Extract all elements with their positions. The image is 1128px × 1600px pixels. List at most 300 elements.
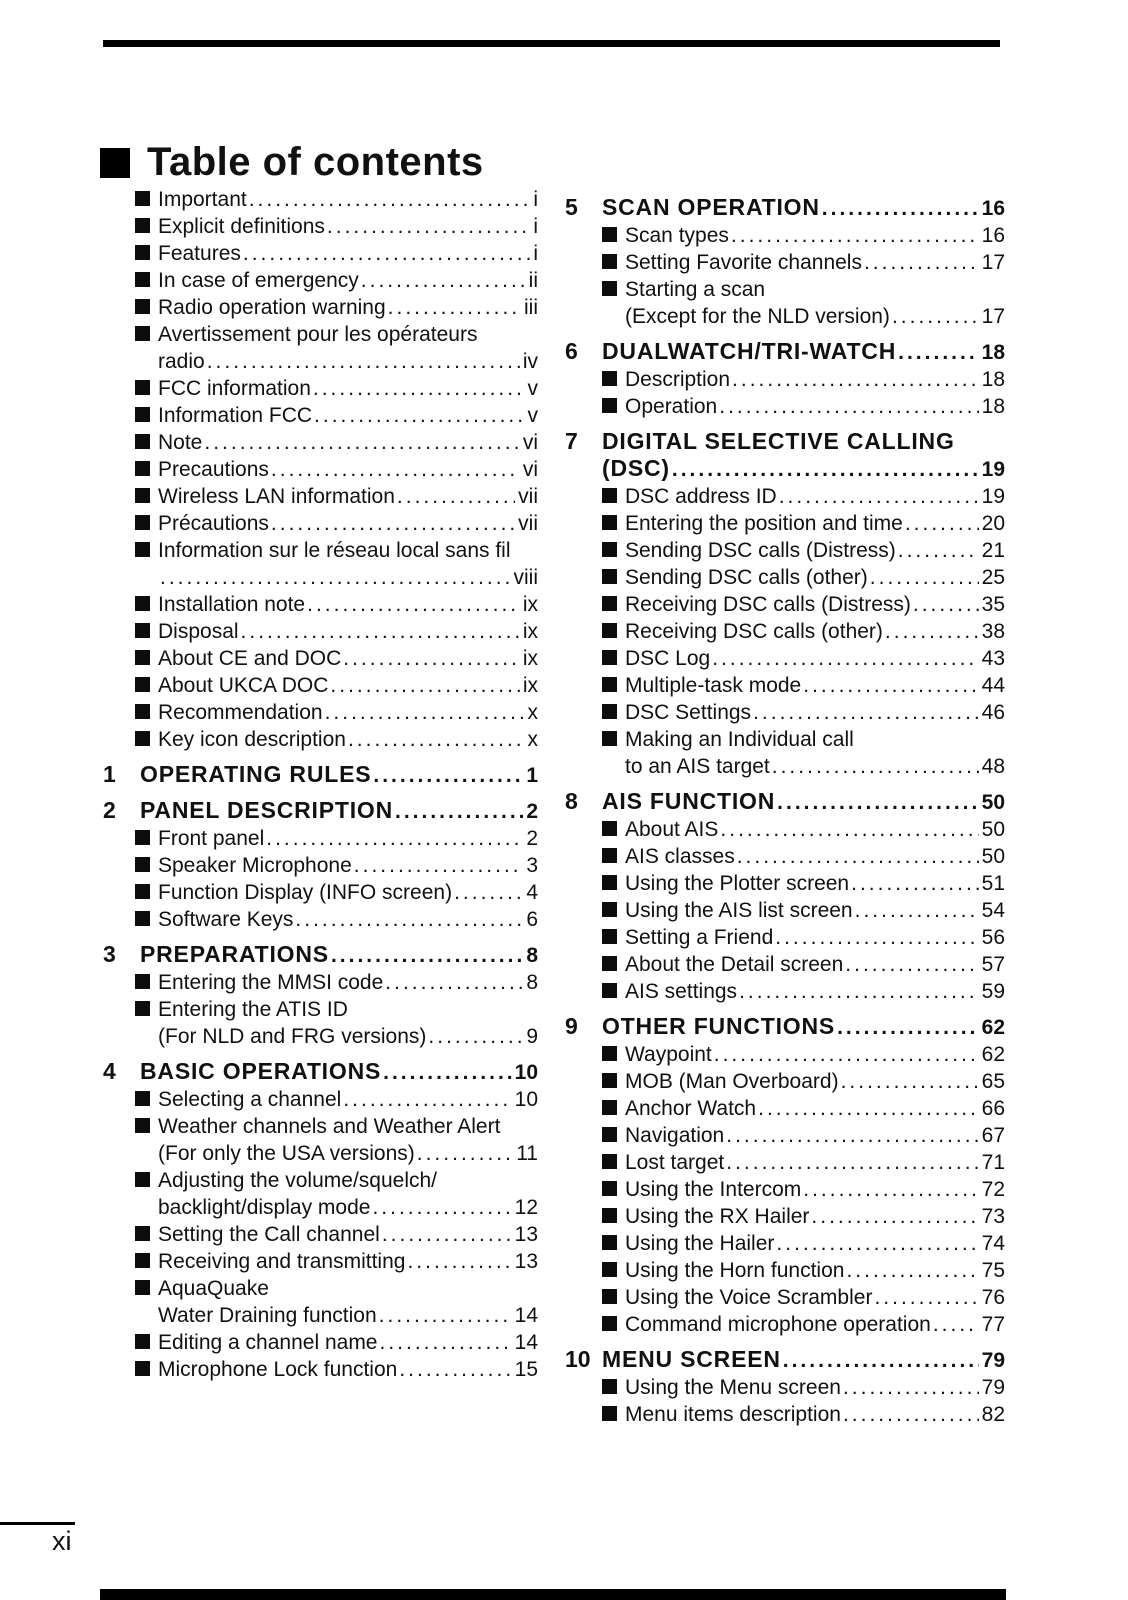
dot-leader xyxy=(843,1374,979,1401)
entry-label: (Except for the NLD version) xyxy=(625,305,890,328)
toc-entry xyxy=(103,1167,538,1194)
square-bullet-icon xyxy=(135,1253,150,1268)
toc-entry xyxy=(103,429,538,456)
entry-label: Precautions xyxy=(158,458,269,481)
square-bullet-icon xyxy=(135,1118,150,1133)
square-bullet-icon xyxy=(135,1361,150,1376)
entry-label: (For only the USA versions) xyxy=(158,1142,415,1165)
toc-entry xyxy=(565,618,1005,645)
dot-leader xyxy=(307,591,520,618)
toc-entry xyxy=(103,267,538,294)
entry-label: OPERATING RULES xyxy=(140,761,372,787)
entry-page-number: iv xyxy=(522,350,538,373)
dot-leader xyxy=(737,843,979,870)
entry-page-number: v xyxy=(527,377,538,400)
section-number: 4 xyxy=(103,1058,116,1084)
entry-page-number: 54 xyxy=(981,899,1005,922)
entry-page-number: 48 xyxy=(981,755,1005,778)
entry-page-number: v xyxy=(527,404,538,427)
entry-page-number: 17 xyxy=(981,251,1005,274)
dot-leader xyxy=(758,1095,979,1122)
entry-label: Weather channels and Weather Alert xyxy=(158,1115,501,1138)
square-bullet-icon xyxy=(602,1235,617,1250)
entry-page-number: 57 xyxy=(981,953,1005,976)
dot-leader xyxy=(892,303,979,330)
dot-leader xyxy=(249,186,531,213)
dot-leader xyxy=(295,906,523,933)
entry-page-number: 38 xyxy=(981,620,1005,643)
dot-leader xyxy=(845,951,978,978)
dot-leader xyxy=(898,339,979,366)
entry-page-number: 72 xyxy=(981,1178,1005,1201)
dot-leader xyxy=(712,645,978,672)
entry-label: Key icon description xyxy=(158,728,346,751)
toc-entry xyxy=(103,1275,538,1302)
toc-entry xyxy=(103,1140,538,1167)
toc-entry xyxy=(565,276,1005,303)
toc-section-entry xyxy=(565,1013,1005,1041)
entry-label: Setting Favorite channels xyxy=(625,251,862,274)
dot-leader xyxy=(803,1176,978,1203)
toc-section-entry xyxy=(103,761,538,789)
square-bullet-icon xyxy=(602,281,617,296)
entry-page-number: iii xyxy=(524,296,538,319)
toc-entry xyxy=(565,303,1005,330)
dot-leader xyxy=(407,1248,511,1275)
entry-page-number: 1 xyxy=(526,764,538,787)
entry-page-number: 25 xyxy=(981,566,1005,589)
dot-leader xyxy=(933,1311,979,1338)
entry-page-number: 2 xyxy=(526,800,538,823)
entry-label: AIS settings xyxy=(625,980,738,1003)
entry-label: MOB (Man Overboard) xyxy=(625,1070,839,1093)
entry-label: About UKCA DOC xyxy=(158,674,329,697)
entry-page-number: 10 xyxy=(514,1061,538,1084)
dot-leader xyxy=(314,402,524,429)
entry-page-number: 51 xyxy=(981,872,1005,895)
entry-page-number: x xyxy=(527,728,538,751)
section-number: 5 xyxy=(565,194,578,220)
dot-leader xyxy=(846,1257,978,1284)
square-bullet-icon xyxy=(602,956,617,971)
toc-entry xyxy=(565,483,1005,510)
toc-entry xyxy=(103,825,538,852)
square-bullet-icon xyxy=(602,848,617,863)
entry-page-number: 8 xyxy=(526,971,538,994)
entry-page-number: 6 xyxy=(526,908,538,931)
toc-entry xyxy=(565,537,1005,564)
dot-leader xyxy=(382,1221,512,1248)
entry-label: Software Keys xyxy=(158,908,294,931)
dot-leader xyxy=(898,537,979,564)
entry-page-number: 50 xyxy=(981,818,1005,841)
entry-label: Lost target xyxy=(625,1151,725,1174)
dot-leader xyxy=(271,456,520,483)
square-bullet-icon xyxy=(135,245,150,260)
entry-label: Editing a channel name xyxy=(158,1331,378,1354)
entry-label: Entering the MMSI code xyxy=(158,971,384,994)
square-bullet-icon xyxy=(135,272,150,287)
square-bullet-icon xyxy=(602,677,617,692)
entry-label: Information sur le réseau local sans fil xyxy=(158,539,511,562)
square-bullet-icon xyxy=(602,1181,617,1196)
toc-entry xyxy=(103,1086,538,1113)
entry-label: Water Draining function xyxy=(158,1304,377,1327)
dot-leader xyxy=(243,240,530,267)
toc-entry xyxy=(565,897,1005,924)
entry-page-number: 13 xyxy=(514,1223,538,1246)
toc-entry xyxy=(103,186,538,213)
dot-leader xyxy=(271,510,515,537)
section-number: 9 xyxy=(565,1013,578,1039)
entry-page-number: x xyxy=(527,701,538,724)
toc-entry xyxy=(103,1248,538,1275)
section-number: 1 xyxy=(103,761,116,787)
entry-page-number: 15 xyxy=(514,1358,538,1381)
square-bullet-icon xyxy=(602,515,617,530)
entry-page-number: vi xyxy=(522,431,538,454)
square-bullet-icon xyxy=(602,1406,617,1421)
toc-entry xyxy=(103,726,538,753)
entry-page-number: 14 xyxy=(514,1331,538,1354)
dot-leader xyxy=(720,816,978,843)
toc-entry xyxy=(565,1374,1005,1401)
entry-label: Selecting a channel xyxy=(158,1088,342,1111)
square-bullet-icon xyxy=(135,704,150,719)
entry-page-number: 2 xyxy=(526,827,538,850)
dot-leader xyxy=(395,798,523,825)
entry-page-number: vii xyxy=(518,485,538,508)
square-bullet-icon xyxy=(602,371,617,386)
section-number: 7 xyxy=(565,428,578,454)
toc-entry xyxy=(103,1221,538,1248)
dot-leader xyxy=(204,429,519,456)
square-bullet-icon xyxy=(602,596,617,611)
toc-entry xyxy=(565,1257,1005,1284)
entry-page-number: 59 xyxy=(981,980,1005,1003)
entry-label: Setting a Friend xyxy=(625,926,774,949)
square-bullet-icon xyxy=(135,326,150,341)
toc-section-entry xyxy=(103,941,538,969)
entry-label: Sending DSC calls (other) xyxy=(625,566,868,589)
square-bullet-icon xyxy=(135,974,150,989)
square-bullet-icon xyxy=(602,1046,617,1061)
entry-label: Setting the Call channel xyxy=(158,1223,380,1246)
entry-page-number: 10 xyxy=(514,1088,538,1111)
entry-page-number: i xyxy=(533,215,538,238)
entry-label: BASIC OPERATIONS xyxy=(140,1058,382,1084)
dot-leader xyxy=(428,1023,523,1050)
page-title: Table of contents xyxy=(147,140,484,184)
entry-label: DSC Log xyxy=(625,647,711,670)
entry-page-number: 12 xyxy=(514,1196,538,1219)
entry-label: DIGITAL SELECTIVE CALLING xyxy=(602,428,955,454)
entry-page-number: 18 xyxy=(981,395,1005,418)
entry-label: Navigation xyxy=(625,1124,725,1147)
entry-label: DSC Settings xyxy=(625,701,752,724)
dot-leader xyxy=(714,1041,979,1068)
toc-section-entry xyxy=(565,338,1005,366)
dot-leader xyxy=(417,1140,513,1167)
toc-section-entry xyxy=(565,1346,1005,1374)
entry-page-number: ix xyxy=(522,674,538,697)
toc-section-entry xyxy=(103,797,538,825)
dot-leader xyxy=(864,249,979,276)
entry-page-number: 62 xyxy=(981,1043,1005,1066)
entry-label: Using the Intercom xyxy=(625,1178,802,1201)
toc-entry xyxy=(565,645,1005,672)
dot-leader xyxy=(385,969,523,996)
toc-entry xyxy=(565,978,1005,1005)
entry-label: Anchor Watch xyxy=(625,1097,757,1120)
entry-page-number: 16 xyxy=(981,224,1005,247)
entry-label: About CE and DOC xyxy=(158,647,342,670)
dot-leader xyxy=(313,375,525,402)
entry-label: Avertissement pour les opérateurs xyxy=(158,323,478,346)
entry-label: DUALWATCH/TRI-WATCH xyxy=(602,338,897,364)
square-bullet-icon xyxy=(602,1379,617,1394)
entry-page-number: ix xyxy=(522,620,538,643)
entry-label: Starting a scan xyxy=(625,278,766,301)
dot-leader xyxy=(160,564,511,591)
entry-label: Recommendation xyxy=(158,701,323,724)
toc-entry xyxy=(565,924,1005,951)
toc-entry xyxy=(103,375,538,402)
page-number: xi xyxy=(52,1526,72,1556)
square-bullet-icon xyxy=(135,1172,150,1187)
square-bullet-icon xyxy=(135,218,150,233)
toc-entry xyxy=(565,753,1005,780)
page-title-block xyxy=(100,140,484,185)
square-bullet-icon xyxy=(602,254,617,269)
entry-label: Installation note xyxy=(158,593,306,616)
dot-leader xyxy=(905,510,979,537)
dot-leader xyxy=(207,348,520,375)
toc-entry xyxy=(565,816,1005,843)
section-number: 8 xyxy=(565,788,578,814)
dot-leader xyxy=(454,879,523,906)
dot-leader xyxy=(739,978,979,1005)
entry-label: Radio operation warning xyxy=(158,296,386,319)
entry-label: (DSC) xyxy=(602,455,670,481)
toc-entry xyxy=(103,510,538,537)
entry-label: MENU SCREEN xyxy=(602,1346,781,1372)
toc-entry xyxy=(565,1203,1005,1230)
entry-page-number: 16 xyxy=(981,197,1005,220)
toc-entry xyxy=(565,1311,1005,1338)
dot-leader xyxy=(343,645,520,672)
dot-leader xyxy=(851,870,979,897)
dot-leader xyxy=(399,1356,511,1383)
entry-page-number: 74 xyxy=(981,1232,1005,1255)
dot-leader xyxy=(266,825,523,852)
square-bullet-icon xyxy=(602,623,617,638)
square-bullet-icon xyxy=(602,875,617,890)
toc-entry xyxy=(565,249,1005,276)
entry-label: Note xyxy=(158,431,203,454)
dot-leader xyxy=(732,366,979,393)
entry-label: Multiple-task mode xyxy=(625,674,802,697)
toc-entry xyxy=(103,996,538,1023)
entry-page-number: ix xyxy=(522,647,538,670)
entry-page-number: 4 xyxy=(526,881,538,904)
entry-label: Important xyxy=(158,188,247,211)
dot-leader xyxy=(343,1086,511,1113)
toc-entry xyxy=(565,726,1005,753)
dot-leader xyxy=(397,483,515,510)
square-bullet-icon xyxy=(602,1127,617,1142)
toc-entry xyxy=(103,906,538,933)
square-bullet-icon xyxy=(135,677,150,692)
entry-label: Adjusting the volume/squelch/ xyxy=(158,1169,437,1192)
dot-leader xyxy=(719,393,978,420)
entry-page-number: 11 xyxy=(516,1142,538,1165)
dot-leader xyxy=(726,1149,978,1176)
square-bullet-icon xyxy=(135,488,150,503)
section-number: 6 xyxy=(565,338,578,364)
square-bullet-icon xyxy=(602,929,617,944)
toc-entry xyxy=(565,1122,1005,1149)
square-bullet-icon xyxy=(135,830,150,845)
entry-page-number: 79 xyxy=(981,1349,1005,1372)
dot-leader xyxy=(841,1068,979,1095)
entry-label: Features xyxy=(158,242,241,265)
entry-label: Wireless LAN information xyxy=(158,485,395,508)
toc-entry xyxy=(103,645,538,672)
dot-leader xyxy=(373,762,523,789)
entry-page-number: i xyxy=(533,242,538,265)
entry-label: Receiving DSC calls (other) xyxy=(625,620,883,643)
toc-entry xyxy=(565,564,1005,591)
square-bullet-icon xyxy=(602,821,617,836)
entry-label: DSC address ID xyxy=(625,485,777,508)
dot-leader xyxy=(913,591,979,618)
entry-label: Command microphone operation xyxy=(625,1313,931,1336)
toc-entry xyxy=(103,240,538,267)
entry-page-number: vi xyxy=(522,458,538,481)
toc-entry xyxy=(103,294,538,321)
dot-leader xyxy=(811,1203,978,1230)
entry-label: Disposal xyxy=(158,620,239,643)
square-bullet-icon xyxy=(602,1154,617,1169)
entry-page-number: 19 xyxy=(981,485,1005,508)
entry-page-number: 65 xyxy=(981,1070,1005,1093)
dot-leader xyxy=(331,942,523,969)
dot-leader xyxy=(843,1401,979,1428)
square-bullet-icon xyxy=(135,515,150,530)
entry-label: to an AIS target xyxy=(625,755,770,778)
entry-label: PREPARATIONS xyxy=(140,941,329,967)
toc-column-left xyxy=(103,186,538,1428)
toc-entry xyxy=(103,321,538,348)
toc-entry xyxy=(565,591,1005,618)
dot-leader xyxy=(775,924,978,951)
dot-leader xyxy=(731,222,979,249)
toc-entry xyxy=(103,1302,538,1329)
entry-label: In case of emergency xyxy=(158,269,359,292)
entry-label: backlight/display mode xyxy=(158,1196,371,1219)
toc-entry xyxy=(103,672,538,699)
section-number: 2 xyxy=(103,797,116,823)
toc-entry xyxy=(103,564,538,591)
toc-entry xyxy=(103,537,538,564)
square-bullet-icon xyxy=(602,1316,617,1331)
square-bullet-icon xyxy=(602,542,617,557)
toc-entry xyxy=(565,672,1005,699)
toc-entry xyxy=(103,1356,538,1383)
toc-entry xyxy=(103,456,538,483)
toc-entry xyxy=(565,1041,1005,1068)
entry-label: Using the Plotter screen xyxy=(625,872,850,895)
square-bullet-icon xyxy=(602,983,617,998)
entry-page-number: 3 xyxy=(526,854,538,877)
square-bullet-icon xyxy=(602,1100,617,1115)
square-bullet-icon xyxy=(602,398,617,413)
dot-leader xyxy=(783,1347,979,1374)
dot-leader xyxy=(822,195,979,222)
entry-label: AIS FUNCTION xyxy=(602,788,776,814)
entry-page-number: 9 xyxy=(526,1025,538,1048)
entry-page-number: 21 xyxy=(981,539,1005,562)
entry-label: Menu items description xyxy=(625,1403,841,1426)
toc-entry xyxy=(565,951,1005,978)
toc-section-entry xyxy=(565,428,1005,455)
toc-entry xyxy=(103,969,538,996)
toc-section-entry xyxy=(103,1058,538,1086)
entry-page-number: vii xyxy=(518,512,538,535)
entry-label: radio xyxy=(158,350,205,373)
entry-label: OTHER FUNCTIONS xyxy=(602,1013,836,1039)
square-bullet-icon xyxy=(602,569,617,584)
entry-label: About AIS xyxy=(625,818,719,841)
dot-leader xyxy=(777,789,978,816)
dot-leader xyxy=(726,1122,978,1149)
toc-entry xyxy=(103,879,538,906)
dot-leader xyxy=(380,1329,512,1356)
entry-label: PANEL DESCRIPTION xyxy=(140,797,393,823)
entry-label: AquaQuake xyxy=(158,1277,269,1300)
entry-label: Précautions xyxy=(158,512,269,535)
entry-label: Using the RX Hailer xyxy=(625,1205,810,1228)
entry-page-number: 44 xyxy=(981,674,1005,697)
dot-leader xyxy=(870,564,979,591)
entry-label: About the Detail screen xyxy=(625,953,844,976)
square-bullet-icon xyxy=(135,1226,150,1241)
entry-page-number: 20 xyxy=(981,512,1005,535)
square-bullet-icon xyxy=(602,1289,617,1304)
toc-entry xyxy=(103,852,538,879)
dot-leader xyxy=(837,1014,979,1041)
entry-label: Making an Individual call xyxy=(625,728,854,751)
dot-leader xyxy=(354,852,524,879)
dot-leader xyxy=(330,672,519,699)
toc-entry xyxy=(103,699,538,726)
square-bullet-icon xyxy=(602,650,617,665)
entry-label: Waypoint xyxy=(625,1043,712,1066)
dot-leader xyxy=(241,618,520,645)
square-bullet-icon xyxy=(602,227,617,242)
dot-leader xyxy=(325,699,525,726)
square-bullet-icon xyxy=(135,731,150,746)
square-bullet-icon xyxy=(602,731,617,746)
entry-page-number: 17 xyxy=(981,305,1005,328)
toc-entry xyxy=(103,1329,538,1356)
toc-entry xyxy=(103,618,538,645)
entry-label: Using the Voice Scrambler xyxy=(625,1286,873,1309)
toc-entry xyxy=(103,402,538,429)
dot-leader xyxy=(388,294,521,321)
entry-page-number: 18 xyxy=(981,341,1005,364)
